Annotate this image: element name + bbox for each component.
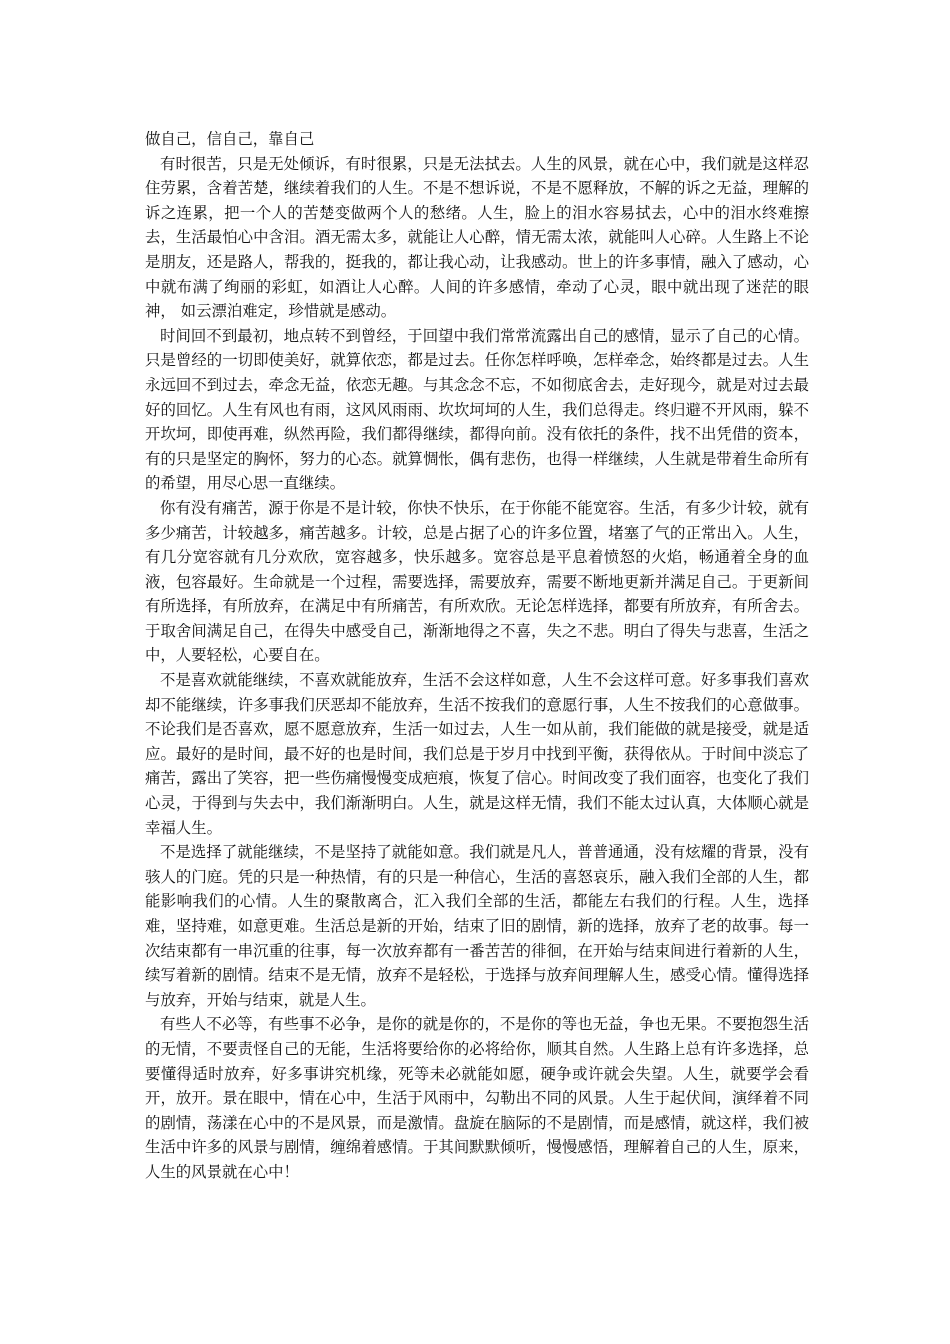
paragraph: 你有没有痛苦，源于你是不是计较，你快不快乐，在于你能不能宽容。生活，有多少计较，就有多少痛苦，计较越多，痛苦越多。计较，总是占据了心的许多位置，堵塞了气的正常出入。人生，有几分宽容就有几分欢欣，宽容越多，快乐越多。宽容总是平息着愤怒的火焰，畅通着全身的血液，包容最好。生命就是一个过程，需要选择，需要放弃，需要不断地更新并满足自己。于更新间有所选择，有所放弃，在满足中有所痛苦，有所欢欣。无论怎样选择，都要有所放弃，有所舍去。于取舍间满足自己，在得失中感受自己，渐渐地得之不喜，失之不悲。明白了得失与悲喜，生活之中，人要轻松，心要自在。: [145, 498, 809, 665]
paragraph: 不是选择了就能继续，不是坚持了就能如意。我们就是凡人，普普通通，没有炫耀的背景，没有骇人的门庭。凭的只是一种热情，有的只是一种信心，生活的喜怒哀乐，融入我们全部的人生，都能影响我们的心情。人生的聚散离合，汇入我们全部的生活，都能左右我们的行程。人生，选择难，坚持难，如意更难。生活总是新的开始，结束了旧的剧情，新的选择，放弃了老的故事。每一次结束都有一串沉重的往事，每一次放弃都有一番苦苦的徘徊，在开始与结束间进行着新的人生，续写着新的剧情。结束不是无情，放弃不是轻松，于选择与放弃间理解人生，感受心情。懂得选择与放弃，开始与结束，就是人生。: [145, 843, 809, 1009]
paragraph: 有时很苦，只是无处倾诉，有时很累，只是无法拭去。人生的风景，就在心中，我们就是这样忍住劳累，含着苦楚，继续着我们的人生。不是不想诉说，不是不愿释放，不解的诉之无益，理解的诉之连累，把一个人的苦楚变做两个人的愁绪。人生，脸上的泪水容易拭去，心中的泪水终难擦去，生活最怕心中含泪。酒无需太多，就能让人心醉，情无需太浓，就能叫人心碎。人生路上不论是朋友，还是路人，帮我的，挺我的，都让我心动，让我感动。世上的许多事情，融入了感动，心中就布满了绚丽的彩虹，如酒让人心醉。人间的许多感情，牵动了心灵，眼中就出现了迷茫的眼神， 如云漂泊难定，珍惜就是感动。: [145, 154, 809, 321]
paragraph: 有些人不必等，有些事不必争，是你的就是你的，不是你的等也无益，争也无果。不要抱怨生活的无情，不要责怪自己的无能，生活将要给你的必将给你，顺其自然。人生路上总有许多选择，总要懂得适时放弃，好多事讲究机缘，死等未必就能如愿，硬争或许就会失望。人生，就要学会看开，放开。景在眼中，情在心中，生活于风雨中，勾勒出不同的风景。人生于起伏间，演绎着不同的剧情，荡漾在心中的不是风景，而是激情。盘旋在脑际的不是剧情，而是感情，就这样，我们被生活中许多的风景与剧情，缠绵着感情。于其间默默倾听，慢慢感悟，理解着自己的人生，原来，人生的风景就在心中！: [145, 1015, 809, 1181]
paragraph: 不是喜欢就能继续，不喜欢就能放弃，生活不会这样如意，人生不会这样可意。好多事我们喜欢却不能继续，许多事我们厌恶却不能放弃，生活不按我们的意愿行事，人生不按我们的心意做事。不论我们是否喜欢，愿不愿意放弃，生活一如过去，人生一如从前，我们能做的就是接受，就是适应。最好的是时间，最不好的也是时间，我们总是于岁月中找到平衡，获得依从。于时间中淡忘了痛苦，露出了笑容，把一些伤痛慢慢变成疤痕，恢复了信心。时间改变了我们面容，也变化了我们心灵，于得到与失去中，我们渐渐明白。人生，就是这样无情，我们不能太过认真，大体顺心就是幸福人生。: [145, 671, 809, 837]
document-title: 做自己，信自己，靠自己: [145, 130, 315, 148]
document-body: [145, 127, 809, 1185]
paragraph: 时间回不到最初，地点转不到曾经，于回望中我们常常流露出自己的感情，显示了自己的心情。只是曾经的一切即使美好，就算依恋，都是过去。任你怎样呼唤，怎样牵念，始终都是过去。人生永远回不到过去，牵念无益，依恋无趣。与其念念不忘，不如彻底舍去，走好现今，就是对过去最好的回忆。人生有风也有雨，这风风雨雨、坎坎坷坷的人生，我们总得走。终归避不开风雨，躲不开坎坷，即使再难，纵然再险，我们都得继续，都得向前。没有依托的条件，找不出凭借的资本，有的只是坚定的胸怀，努力的心态。就算惆怅，偶有悲伤，也得一样继续，人生就是带着生命所有的希望，用尽心思一直继续。: [145, 326, 809, 493]
